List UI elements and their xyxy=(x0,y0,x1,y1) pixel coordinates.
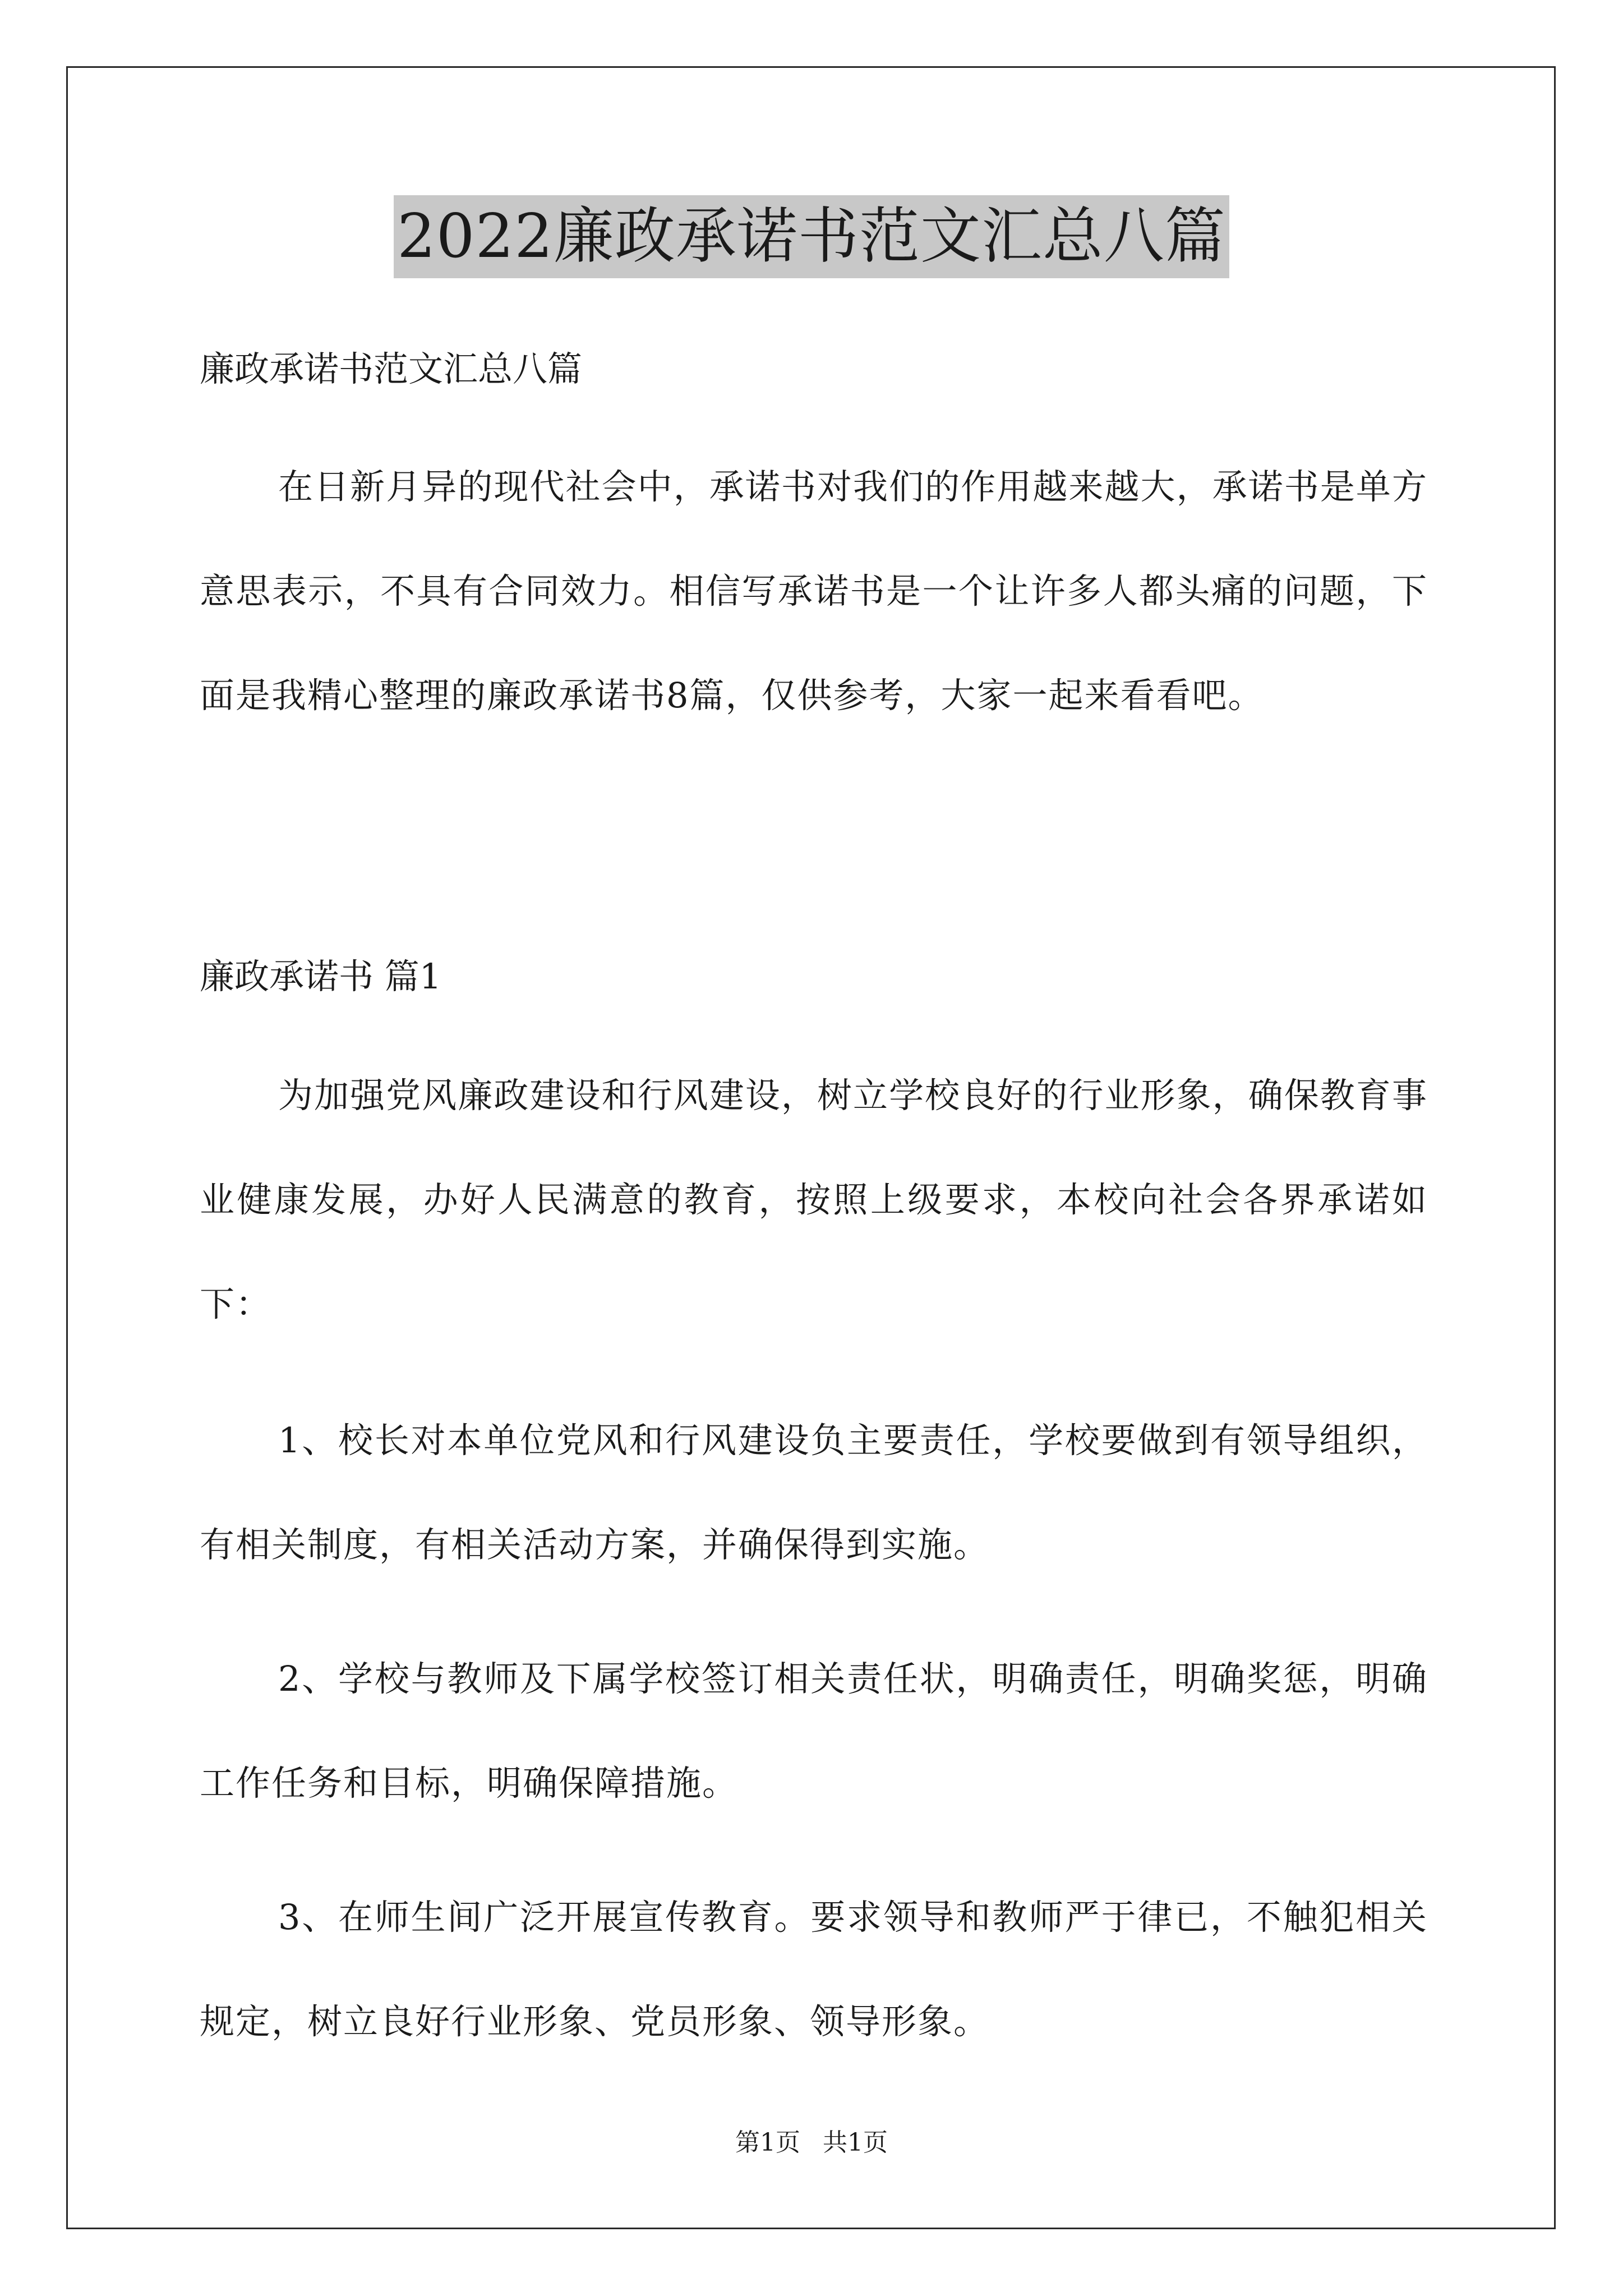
title-container xyxy=(0,195,1623,278)
body-paragraph: 2、学校与教师及下属学校签订相关责任状，明确责任，明确奖惩，明确工作任务和目标，明确保障措施。 xyxy=(200,1658,1428,1803)
document-subtitle: 廉政承诺书范文汇总八篇 xyxy=(200,348,583,389)
body-paragraph: 为加强党风廉政建设和行风建设，树立学校良好的行业形象，确保教育事业健康发展，办好人民满意的教育，按照上级要求，本校向社会各界承诺如下： xyxy=(200,1075,1428,1324)
page-footer xyxy=(0,2126,1623,2160)
page-number-current: 第1页 xyxy=(735,2128,800,2157)
document-title: 2022廉政承诺书范文汇总八篇 xyxy=(394,195,1229,278)
page-number-total: 共1页 xyxy=(823,2128,888,2157)
body-paragraph: 1、校长对本单位党风和行风建设负主要责任，学校要做到有领导组织，有相关制度，有相关活动方案，并确保得到实施。 xyxy=(200,1420,1428,1565)
body-paragraph: 3、在师生间广泛开展宣传教育。要求领导和教师严于律已，不触犯相关规定，树立良好行业形象、党员形象、领导形象。 xyxy=(200,1897,1428,2042)
intro-paragraph: 在日新月异的现代社会中，承诺书对我们的作用越来越大，承诺书是单方意思表示，不具有合同效力。相信写承诺书是一个让许多人都头痛的问题，下面是我精心整理的廉政承诺书8篇，仅供参考，大家一起来看看吧。 xyxy=(200,466,1428,716)
section-heading: 廉政承诺书 篇1 xyxy=(200,956,442,997)
